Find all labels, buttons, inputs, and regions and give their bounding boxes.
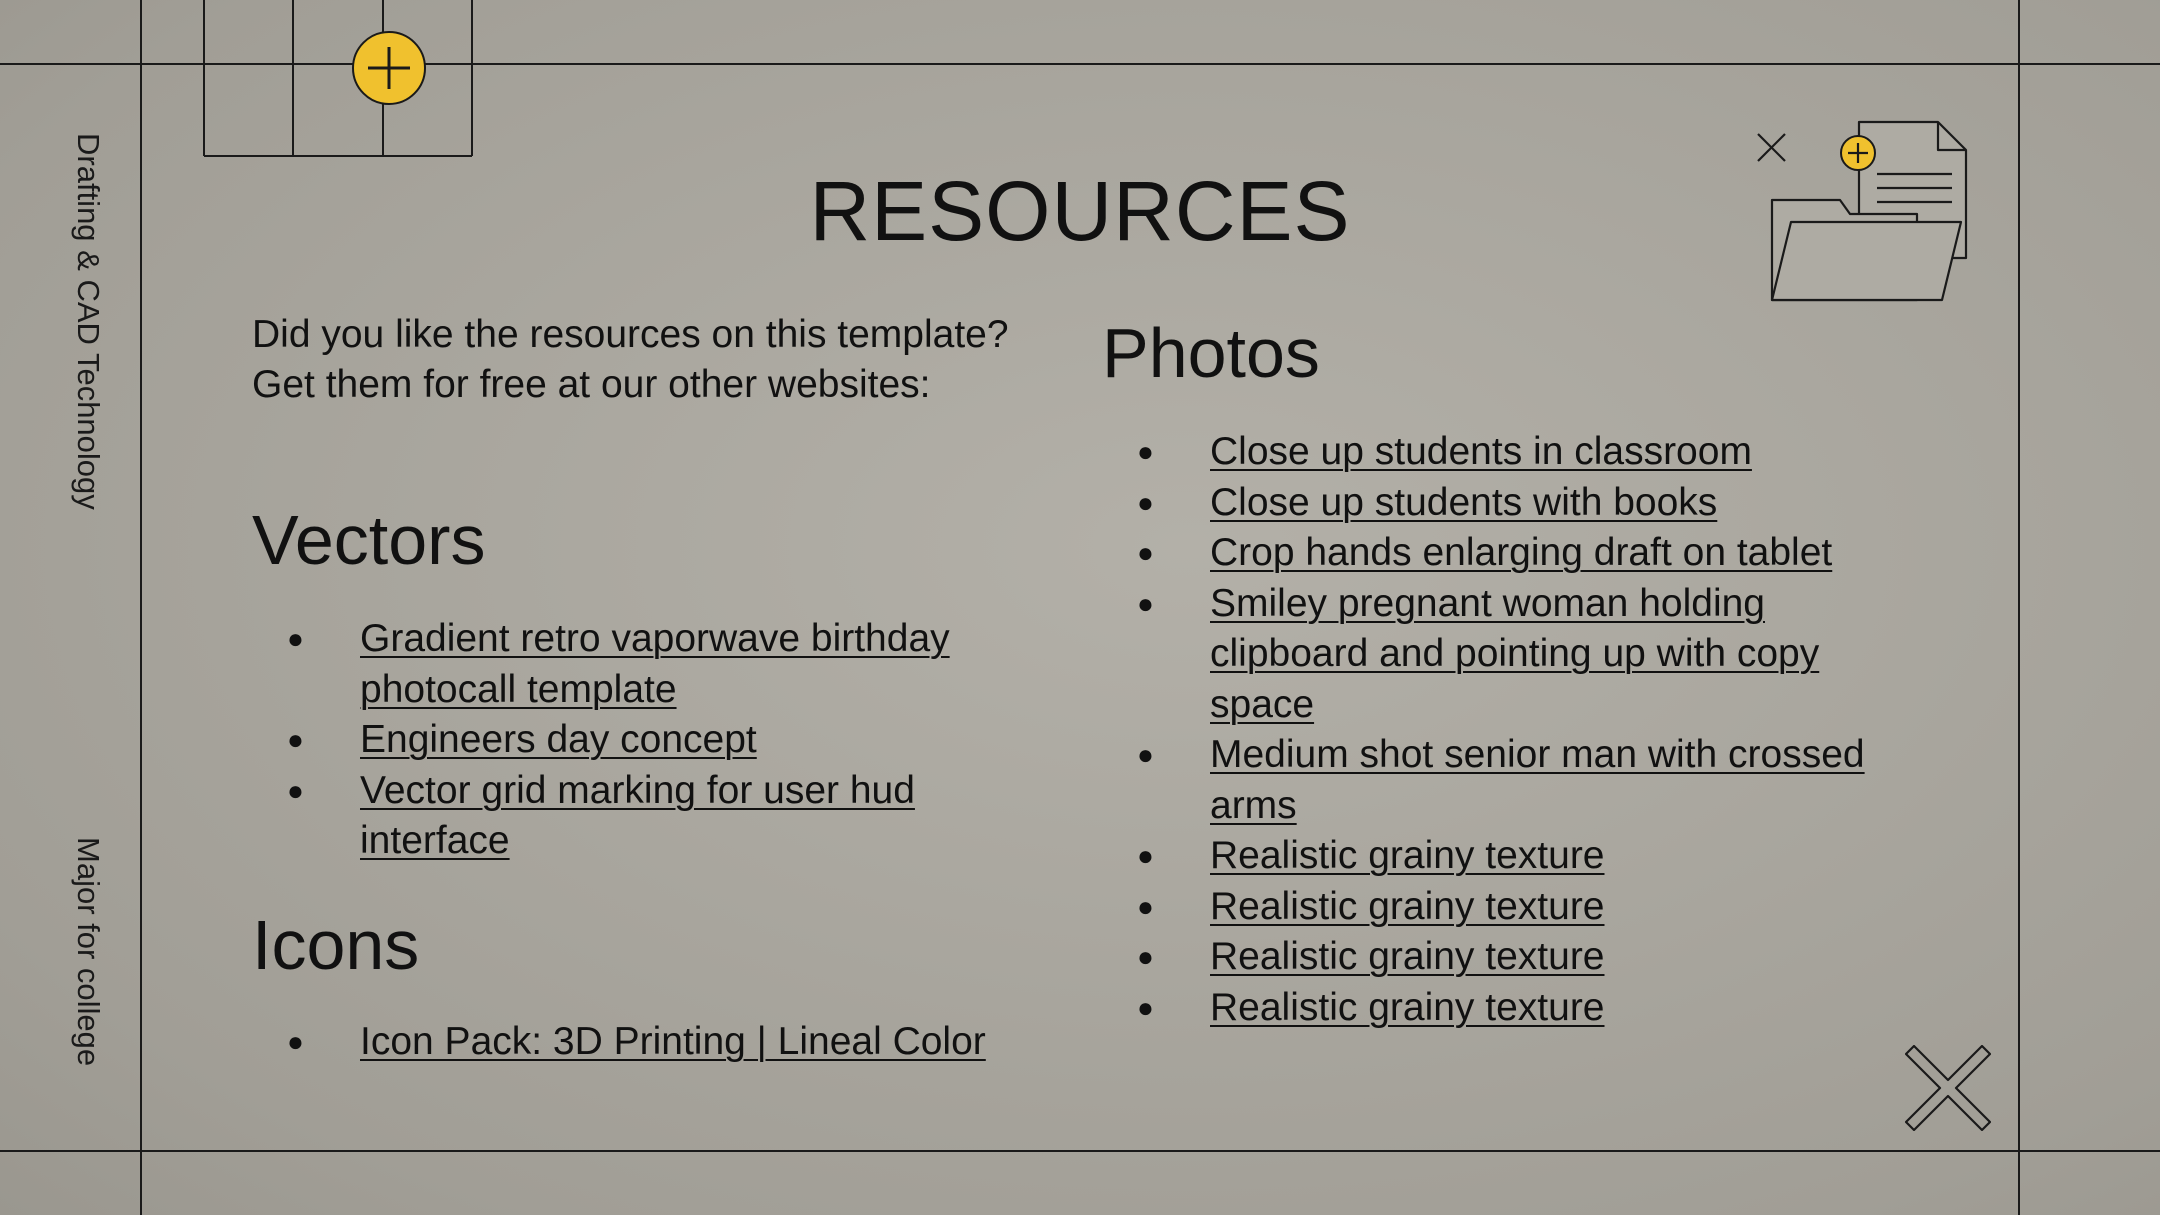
photo-link-senior-man[interactable]: Medium shot senior man with crossed arms — [1210, 733, 1865, 827]
photo-link-grainy-texture-4[interactable]: Realistic grainy texture — [1210, 985, 1605, 1029]
list-item — [252, 715, 1072, 766]
list-item — [1102, 932, 1902, 983]
photo-link-grainy-texture-3[interactable]: Realistic grainy texture — [1210, 935, 1605, 978]
grid-decoration-icon — [203, 0, 473, 157]
list-item — [1102, 528, 1902, 579]
list-item — [1102, 427, 1902, 478]
cross-icon — [1905, 1045, 1991, 1131]
list-item — [1102, 478, 1902, 529]
list-item — [252, 614, 1072, 715]
icons-list — [252, 1017, 1132, 1068]
list-item — [1102, 882, 1902, 933]
side-label-course: Drafting & CAD Technology — [71, 133, 106, 510]
list-item — [252, 766, 1072, 867]
frame-bottom-line — [0, 1150, 2160, 1152]
page-title: RESOURCES — [809, 164, 1351, 258]
photo-link-students-classroom[interactable]: Close up students in classroom — [1210, 430, 1752, 473]
plus-circle-icon — [350, 29, 428, 107]
photo-link-grainy-texture-1[interactable]: Realistic grainy texture — [1210, 834, 1605, 877]
list-item — [1102, 730, 1902, 831]
photo-link-grainy-texture-2[interactable]: Realistic grainy texture — [1210, 884, 1605, 928]
list-item — [1102, 579, 1902, 731]
list-item — [252, 1017, 1132, 1068]
vectors-heading: Vectors — [252, 501, 486, 579]
vector-link-engineers-day[interactable]: Engineers day concept — [360, 718, 757, 761]
photos-list — [1102, 427, 1902, 1033]
icon-pack-link[interactable]: Icon Pack: 3D Printing | Lineal Color — [360, 1020, 986, 1063]
vectors-list — [252, 614, 1072, 867]
photos-heading: Photos — [1102, 314, 1320, 392]
photo-link-students-books[interactable]: Close up students with books — [1210, 480, 1718, 524]
photo-link-pregnant-woman[interactable]: Smiley pregnant woman holding clipboard and pointing up with copy space — [1210, 581, 1820, 726]
vector-link-grid-marking[interactable]: Vector grid marking for user hud interface — [360, 768, 915, 862]
icons-heading: Icons — [252, 906, 420, 984]
photo-link-hands-tablet[interactable]: Crop hands enlarging draft on tablet — [1210, 531, 1833, 574]
list-item — [1102, 983, 1902, 1034]
side-label-major: Major for college — [71, 837, 106, 1067]
intro-text: Did you like the resources on this template? Get them for free at our other websites: — [252, 313, 1009, 406]
vector-link-birthday-photocall[interactable]: Gradient retro vaporwave birthday photocall template — [360, 617, 950, 711]
list-item — [1102, 831, 1902, 882]
